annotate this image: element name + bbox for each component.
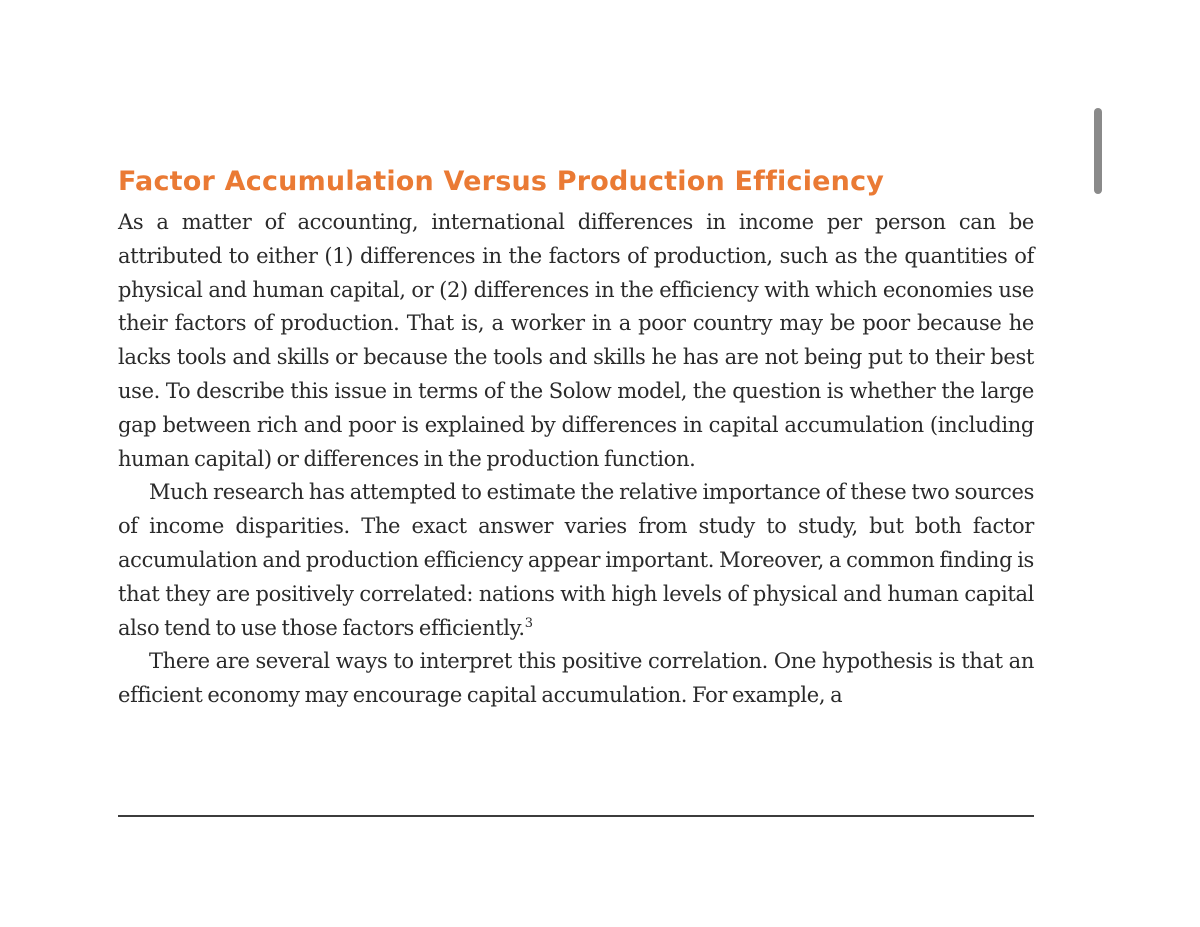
footnote-divider [118,815,1034,817]
paragraph-2 [118,476,1034,645]
paragraph-1-text: As a matter of accounting, international differences in income per person can be attributed to either (1) differences in the factors of production, such as the quantities of physical and human capital, or (2) differences in the efficiency with which economies use their factors of production. That is, a worker in a poor country may be poor because he lacks tools and skills or because the tools and skills he has are not being put to their best use. To describe this issue in terms of the Solow model, the question is whether the large gap between rich and poor is explained by differences in capital accumulation (including human capital) or differences in the production function. [118,210,1034,471]
page-content [118,162,1034,713]
section-heading: Factor Accumulation Versus Production Efficiency [118,166,885,197]
scrollbar-thumb[interactable] [1094,108,1102,194]
paragraph-3 [118,645,1034,713]
paragraph-3-text: There are several ways to interpret this positive correlation. One hypothesis is that an efficient economy may encourage capital accumulation. For example, a [118,649,1034,708]
footnote-reference[interactable]: 3 [524,615,533,631]
paragraph-2-text: Much research has attempted to estimate the relative importance of these two sources of income disparities. The exact answer varies from study to study, but both factor accumulation and production efficiency appear important. Moreover, a common finding is that they are positively correlated: nations with high levels of physical and human capital also tend to use those factors efficiently. [118,480,1034,640]
paragraph-1 [118,206,1034,476]
